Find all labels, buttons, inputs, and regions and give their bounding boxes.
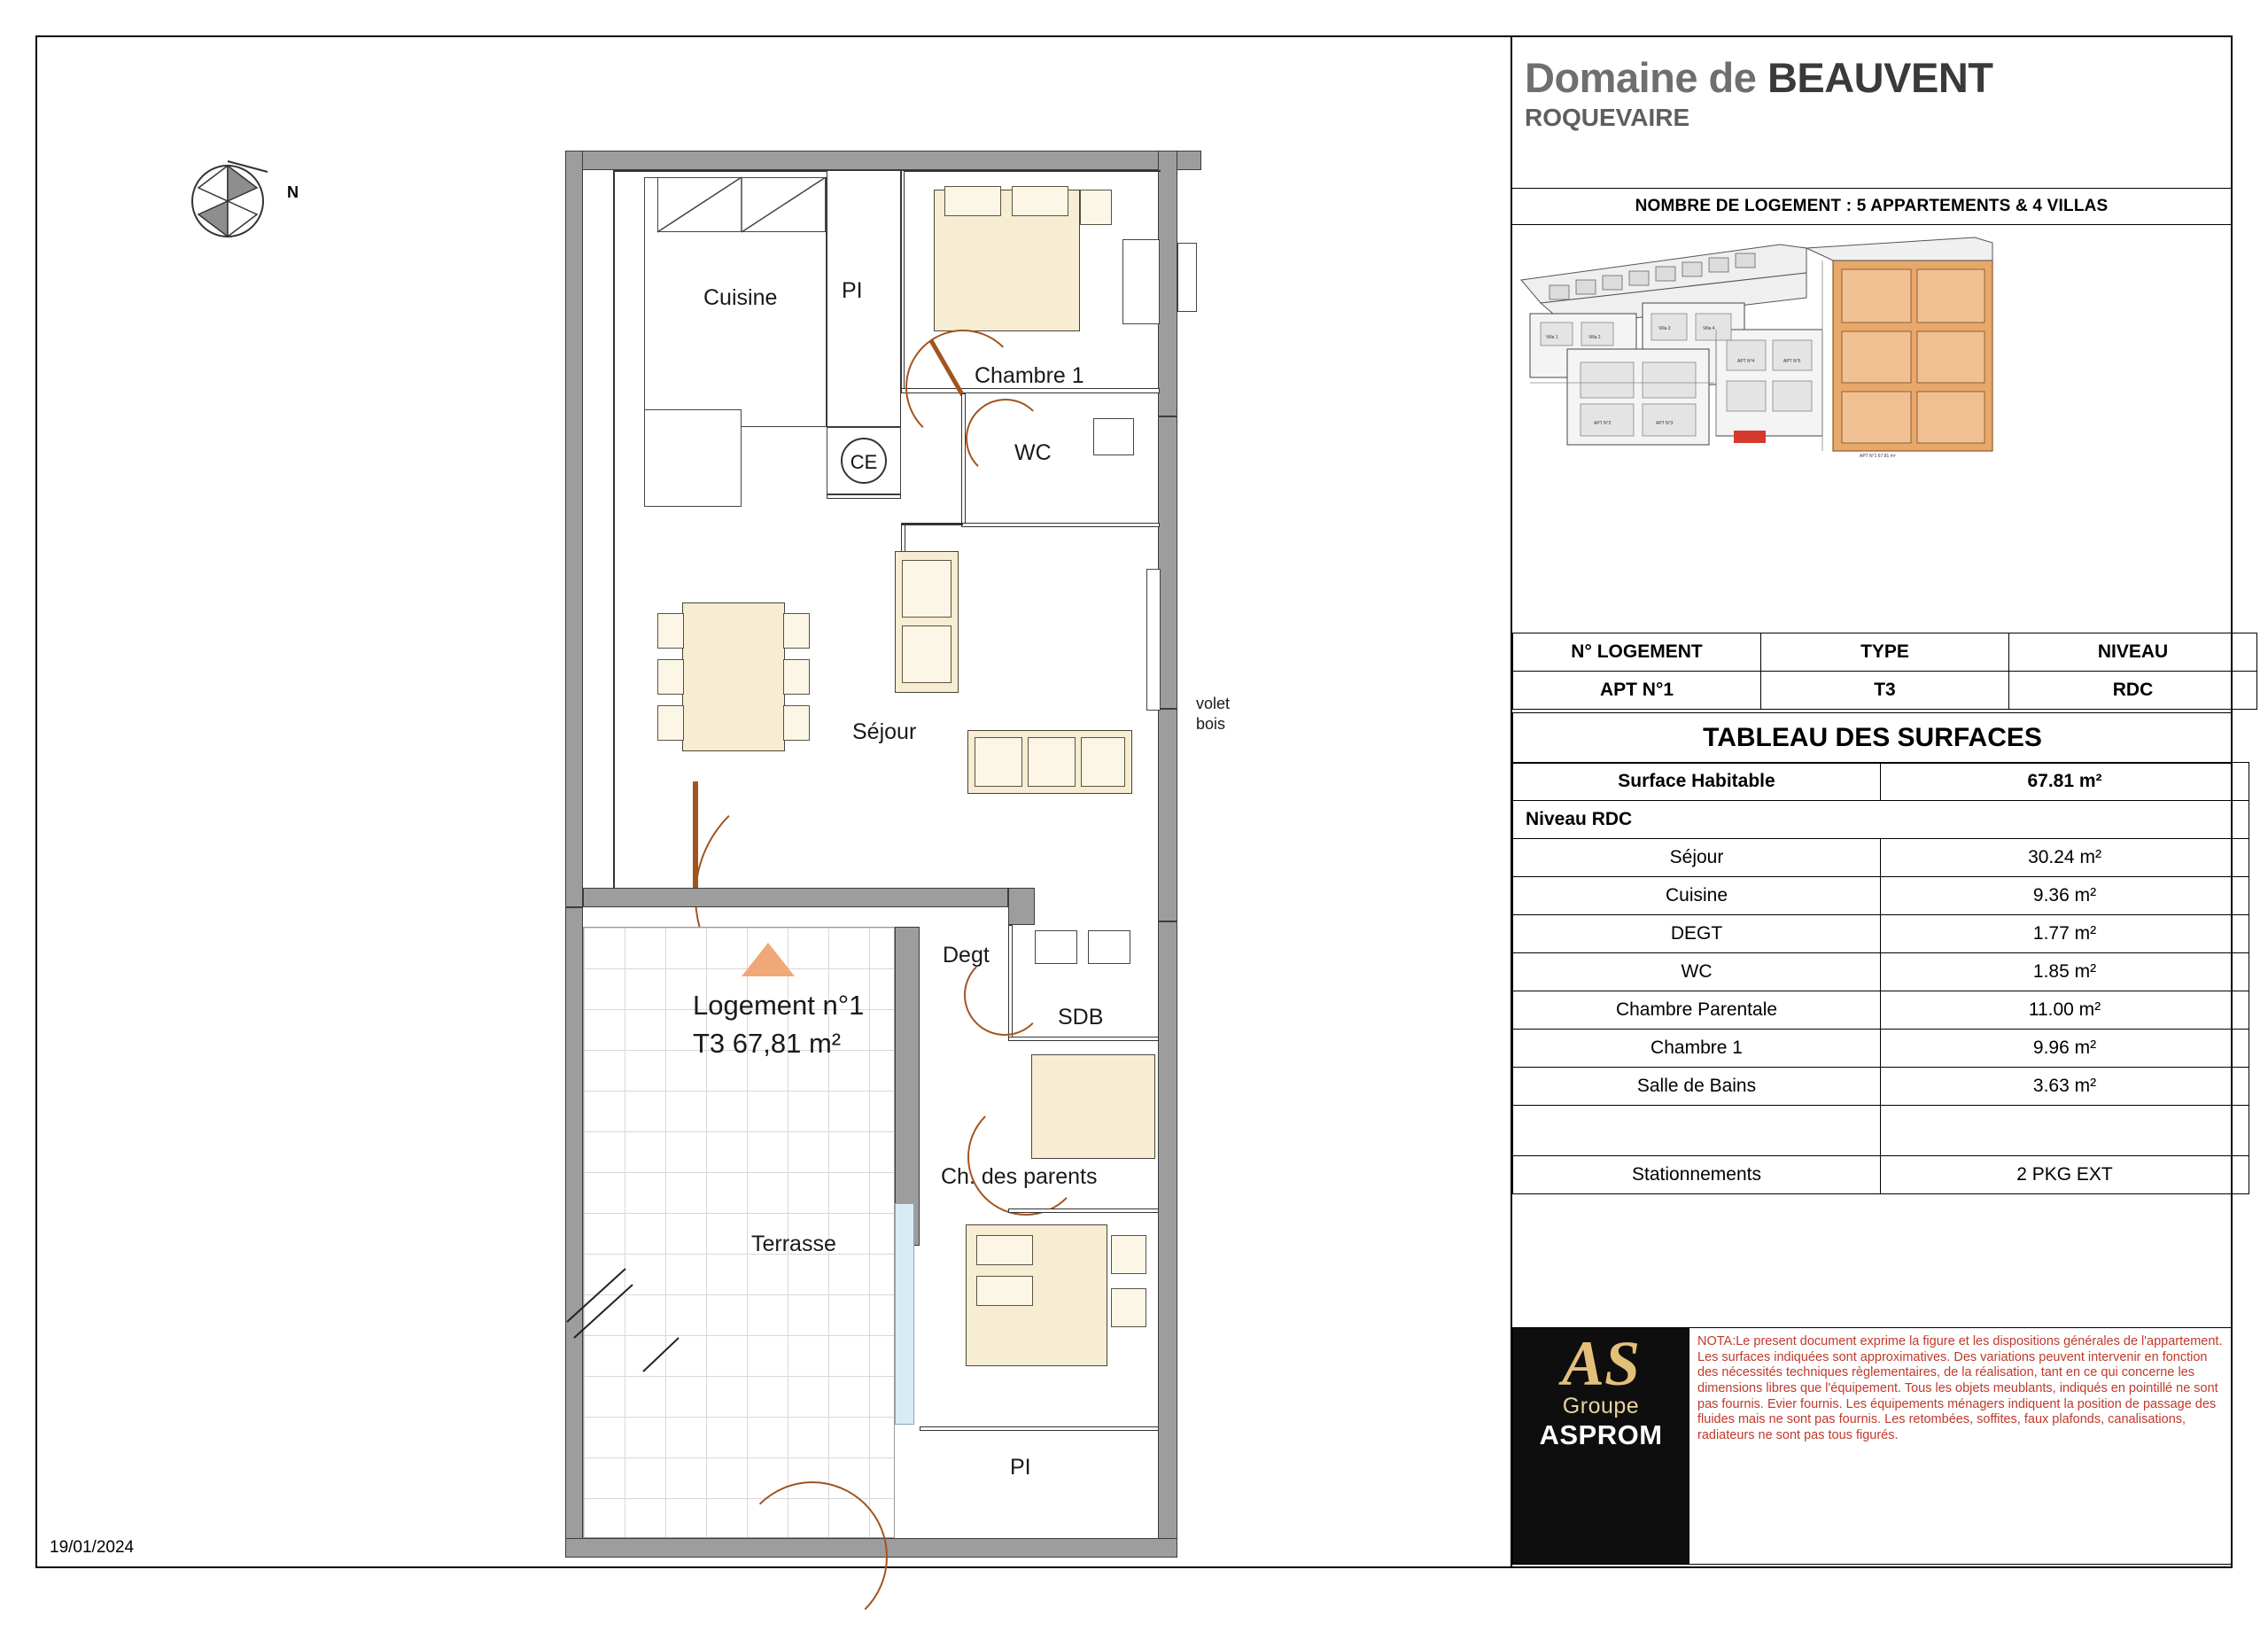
wall-right-lower: [1158, 709, 1177, 921]
wall-top: [565, 151, 1201, 170]
surface-label-degt: DEGT: [1513, 915, 1881, 953]
project-city: ROQUEVAIRE: [1525, 104, 1690, 131]
kitchen-counter-return: [644, 409, 742, 507]
sofa-h-cushion-1: [975, 737, 1022, 787]
room-label-sejour: Séjour: [852, 719, 917, 744]
room-label-wc: WC: [1014, 440, 1052, 465]
project-title: [1525, 53, 2222, 102]
chair-4: [783, 613, 810, 649]
col-type-header: TYPE: [1761, 633, 2009, 672]
svg-text:Villa 2: Villa 2: [1588, 335, 1601, 340]
pillow-2: [1012, 186, 1068, 216]
room-label-pi-upper: PI: [842, 278, 863, 303]
niveau-label: Niveau RDC: [1513, 801, 2249, 839]
door-arc-terrace-bottom: [737, 1481, 888, 1632]
closet-pi-upper: [827, 170, 901, 427]
table-row-values: [1513, 672, 2257, 710]
sofa-cushion-1: [902, 560, 951, 618]
surface-label-chambre-parentale: Chambre Parentale: [1513, 991, 1881, 1030]
value-type: T3: [1761, 672, 2009, 710]
window-parents: [895, 1203, 914, 1425]
col-logement-header: N° LOGEMENT: [1513, 633, 1761, 672]
wall-terrace-top: [583, 888, 1008, 907]
break-lines-icon: [567, 1269, 700, 1384]
nightstand-p2: [1111, 1288, 1146, 1327]
svg-text:CE: CE: [850, 451, 878, 473]
wall-right-upper: [1158, 151, 1177, 416]
door-arc-sdb: [964, 954, 1045, 1036]
door-leaf-terrace: [693, 781, 698, 905]
surface-value-chambre1: 9.96 m²: [1881, 1030, 2249, 1068]
sink-1: [1035, 930, 1077, 964]
chair-3: [657, 705, 684, 741]
value-niveau: RDC: [2009, 672, 2257, 710]
wall-degt-left: [895, 927, 920, 1246]
chair-5: [783, 659, 810, 695]
wall-chambre1-left: [901, 170, 905, 392]
table-row-empty: [1513, 1106, 2249, 1156]
table-row: [1513, 915, 2249, 953]
surface-label-chambre1: Chambre 1: [1513, 1030, 1881, 1068]
inner-line-left: [613, 170, 615, 905]
surfaces-title: TABLEAU DES SURFACES: [1512, 712, 2233, 764]
compass-label: N: [287, 183, 299, 201]
chair-1: [657, 613, 684, 649]
wall-sejour-seg: [901, 523, 963, 525]
surface-value-sejour: 30.24 m²: [1881, 839, 2249, 877]
wall-ce-bottom: [827, 494, 901, 499]
annotation-volet-line2: bois: [1196, 715, 1226, 733]
compass-icon: [179, 152, 276, 250]
table-row: [1513, 1156, 2249, 1194]
site-plan-thumbnail: [1514, 234, 2230, 459]
wardrobe-chambre1: [1122, 239, 1160, 324]
wall-sdb-bottom: [1008, 1037, 1159, 1041]
dining-table: [682, 602, 785, 751]
wall-wc-left: [961, 393, 966, 526]
room-label-sdb: SDB: [1058, 1005, 1104, 1030]
wall-parents-top: [1008, 1208, 1159, 1213]
surface-habitable-value: 67.81 m²: [1881, 763, 2249, 801]
logement-header-table: [1512, 633, 2257, 710]
wall-left-upper: [565, 151, 583, 907]
room-label-cuisine: Cuisine: [703, 285, 778, 310]
room-label-terrasse: Terrasse: [751, 1232, 836, 1256]
panel-title-block: [1512, 37, 2231, 137]
table-row: [1513, 991, 2249, 1030]
wall-terrace-jamb: [1008, 888, 1035, 925]
project-title-part1: Domaine de: [1525, 54, 1767, 101]
svg-text:APT N°1 67.81 m²: APT N°1 67.81 m²: [1860, 454, 1896, 459]
door-arc-wc: [966, 399, 1045, 478]
surface-value-degt: 1.77 m²: [1881, 915, 2249, 953]
wall-right-mid: [1158, 416, 1177, 709]
svg-text:APT N°5: APT N°5: [1783, 359, 1801, 364]
logo-line1: Groupe: [1562, 1394, 1640, 1419]
table-row: [1513, 839, 2249, 877]
logo-line2: ASPROM: [1539, 1419, 1663, 1451]
date-stamp: 19/01/2024: [50, 1538, 135, 1557]
value-logement: APT N°1: [1513, 672, 1761, 710]
info-panel: [1511, 37, 2231, 1566]
room-label-degt: Degt: [943, 943, 990, 968]
wall-pi-lower-top: [920, 1426, 1159, 1431]
sofa-h-cushion-2: [1028, 737, 1076, 787]
project-title-part2: BEAUVENT: [1767, 54, 1993, 101]
table-row: [1513, 953, 2249, 991]
door-arc-parents: [967, 1099, 1084, 1216]
floor-plan-area: [37, 37, 1511, 1566]
lot-count-band: NOMBRE DE LOGEMENT : 5 APPARTEMENTS & 4 VILLAS: [1512, 188, 2231, 225]
surface-label-empty: [1513, 1106, 1881, 1156]
annotation-volet-line1: volet: [1196, 695, 1231, 712]
pillow-1: [944, 186, 1001, 216]
pillow-p2: [976, 1276, 1033, 1306]
window-sejour: [1146, 569, 1161, 711]
logement-label-line1: Logement n°1: [693, 990, 865, 1021]
room-label-ch-parents: Ch. des parents: [941, 1164, 1098, 1189]
ce-icon: [831, 431, 897, 491]
col-niveau-header: NIVEAU: [2009, 633, 2257, 672]
svg-text:Villa 1: Villa 1: [1546, 335, 1558, 340]
room-label-chambre1: Chambre 1: [975, 363, 1084, 388]
table-row: [1513, 877, 2249, 915]
table-row-header: [1513, 633, 2257, 672]
surface-label-sejour: Séjour: [1513, 839, 1881, 877]
surface-value-stationnements: 2 PKG EXT: [1881, 1156, 2249, 1194]
table-row: [1513, 1030, 2249, 1068]
chair-2: [657, 659, 684, 695]
surface-habitable-label: Surface Habitable: [1513, 763, 1881, 801]
sink-2: [1088, 930, 1130, 964]
surfaces-table: [1512, 762, 2249, 1194]
sofa-h-cushion-3: [1081, 737, 1125, 787]
company-logo: [1512, 1327, 1689, 1565]
drawing-sheet: [35, 35, 2233, 1568]
logo-monogram: AS: [1561, 1328, 1641, 1399]
wall-right-bottom: [1158, 921, 1177, 1558]
sofa-cushion-2: [902, 626, 951, 683]
surface-label-cuisine: Cuisine: [1513, 877, 1881, 915]
room-label-pi-lower: PI: [1010, 1455, 1031, 1480]
window-chambre1: [1177, 243, 1197, 312]
nota-text: NOTA:Le present document exprime la figure et les dispositions générales de l'appartement. Les surfaces indiquées sont approximatives. Des variations peuvent intervenir en fonction des nécessités techniques règlementaires, de la réalisation, tant en ce qui concerne les dimensions libres que l'équipement. Tous les objets meublants, indiqués en pointillé ne sont pas fournis. Evier fournis. Les équipements ménagers indiquent la position de passage des fluides mais ne sont pas fournis. Les retombées, soffites, faux plafonds, canalisations, radiateurs ne sont pas tous figurés.: [1689, 1327, 2233, 1565]
svg-text:APT N°2: APT N°2: [1594, 421, 1612, 426]
wall-left-lower: [565, 907, 583, 1558]
svg-text:APT N°4: APT N°4: [1737, 359, 1755, 364]
surface-label-wc: WC: [1513, 953, 1881, 991]
nightstand-p1: [1111, 1235, 1146, 1274]
surface-value-wc: 1.85 m²: [1881, 953, 2249, 991]
surface-value-cuisine: 9.36 m²: [1881, 877, 2249, 915]
pillow-p1: [976, 1235, 1033, 1265]
nightstand-1: [1080, 190, 1112, 225]
entry-arrow-icon: [742, 943, 795, 976]
logement-label-line2: T3 67,81 m²: [693, 1028, 842, 1059]
svg-text:APT N°3: APT N°3: [1656, 421, 1674, 426]
surface-value-sdb: 3.63 m²: [1881, 1068, 2249, 1106]
svg-text:Villa 3: Villa 3: [1658, 326, 1671, 331]
surface-value-empty: [1881, 1106, 2249, 1156]
table-row-habitable: [1513, 763, 2249, 801]
svg-text:Villa 4: Villa 4: [1703, 326, 1715, 331]
surface-label-sdb: Salle de Bains: [1513, 1068, 1881, 1106]
wall-wc-bottom: [961, 523, 1160, 527]
cabinet-hatch-icon: [657, 177, 826, 232]
surface-value-chambre-parentale: 11.00 m²: [1881, 991, 2249, 1030]
chair-6: [783, 705, 810, 741]
wc-toilet: [1093, 418, 1134, 455]
surface-label-stationnements: Stationnements: [1513, 1156, 1881, 1194]
table-row-niveau: [1513, 801, 2249, 839]
table-row: [1513, 1068, 2249, 1106]
